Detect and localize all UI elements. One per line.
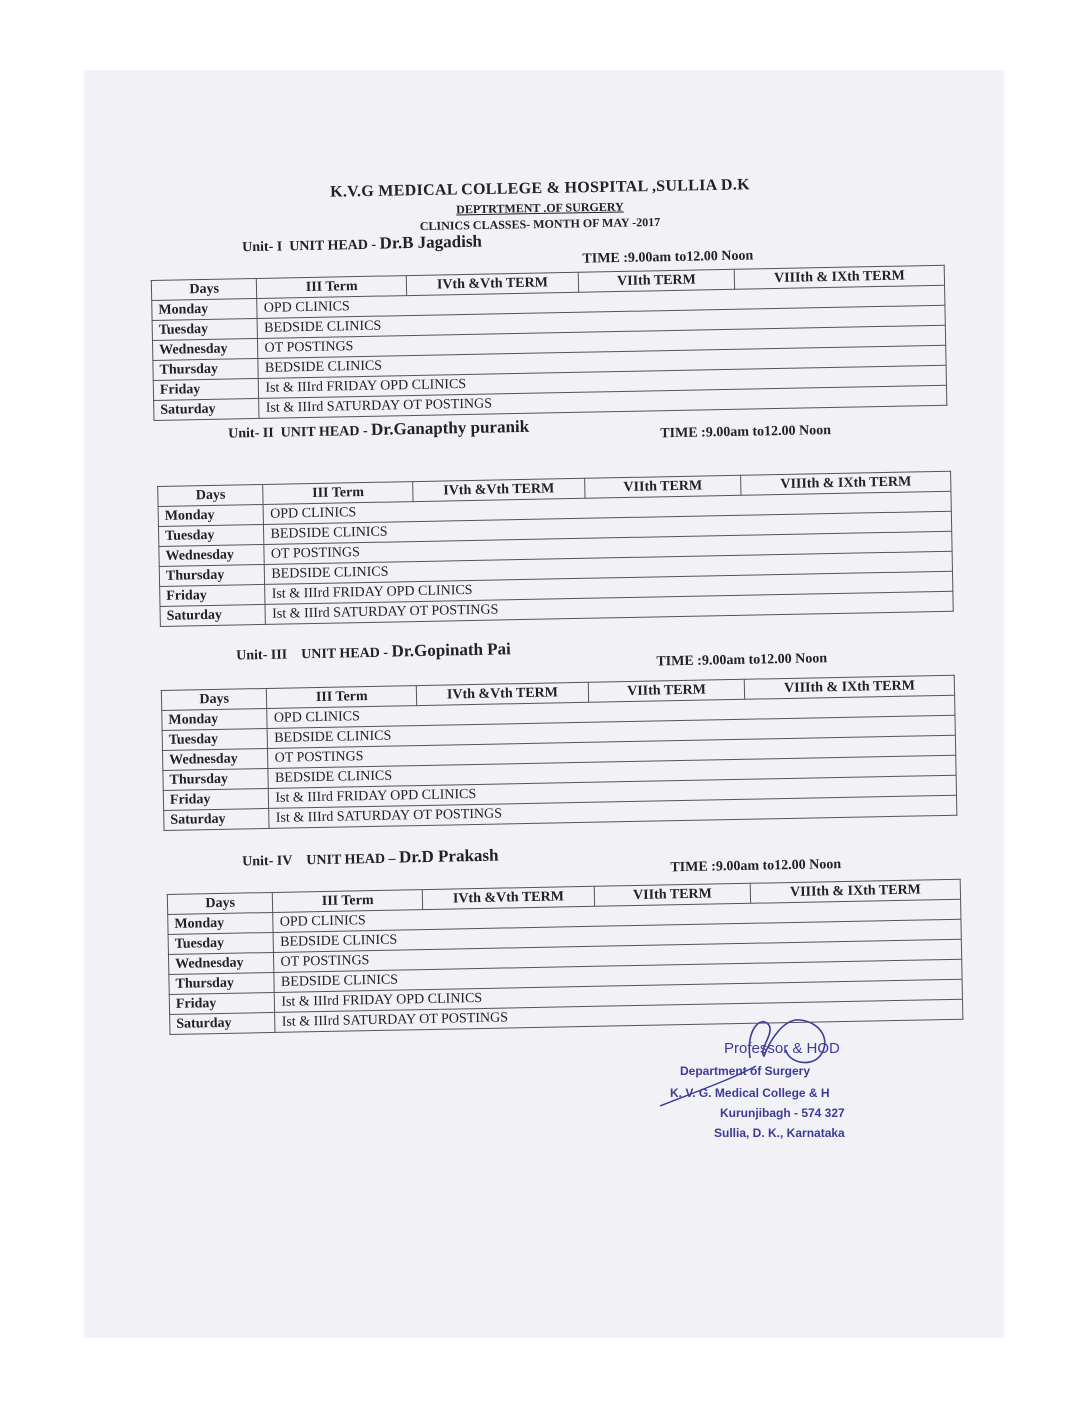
day-cell: Tuesday (158, 524, 264, 546)
day-cell: Friday (163, 788, 269, 810)
column-header: IVth &Vth TERM (406, 272, 578, 295)
hod-stamp (660, 1010, 900, 1150)
schedule-month: CLINICS CLASSES- MONTH OF MAY -2017 (419, 214, 661, 234)
day-cell: Monday (168, 912, 274, 934)
activity-cell: Ist & IIIrd SATURDAY OT POSTINGS (275, 999, 963, 1032)
column-header: IVth &Vth TERM (416, 682, 588, 705)
column-header: VIIth TERM (594, 883, 751, 906)
day-cell: Thursday (169, 972, 275, 994)
activity-cell: OT POSTINGS (274, 939, 962, 972)
unit-time: TIME :9.00am to12.00 Noon (582, 248, 754, 267)
column-header: VIIth TERM (588, 679, 745, 702)
unit-time: TIME :9.00am to12.00 Noon (656, 651, 828, 670)
column-header: III Term (263, 482, 413, 505)
stamp-college: K. V. G. Medical College & H (670, 1086, 830, 1100)
day-cell: Thursday (163, 768, 269, 790)
activity-cell: BEDSIDE CLINICS (274, 959, 962, 992)
column-header: VIIIth & IXth TERM (734, 265, 944, 289)
unit-label: Unit- II (228, 425, 274, 442)
day-cell: Monday (162, 708, 268, 730)
stamp-locality: Kurunjibagh - 574 327 (720, 1106, 845, 1120)
stamp-region: Sullia, D. K., Karnataka (714, 1126, 845, 1140)
schedule-table (151, 265, 948, 421)
unit-head-name: Dr.D Prakash (398, 845, 499, 867)
activity-cell: BEDSIDE CLINICS (268, 755, 956, 788)
activity-cell: BEDSIDE CLINICS (258, 305, 946, 338)
column-header: VIIth TERM (578, 269, 735, 292)
column-header: Days (151, 278, 257, 300)
activity-cell: OT POSTINGS (258, 325, 946, 358)
activity-cell: OT POSTINGS (264, 531, 952, 564)
day-cell: Saturday (170, 1012, 276, 1034)
column-header: IVth &Vth TERM (422, 886, 594, 909)
activity-cell: OPD CLINICS (273, 899, 961, 932)
activity-cell: BEDSIDE CLINICS (265, 551, 953, 584)
activity-cell: Ist & IIIrd SATURDAY OT POSTINGS (265, 591, 953, 624)
day-cell: Wednesday (168, 952, 274, 974)
day-cell: Saturday (164, 808, 270, 830)
column-header: Days (158, 484, 264, 506)
column-header: IVth &Vth TERM (413, 478, 585, 501)
schedule-table (161, 675, 958, 831)
activity-cell: Ist & IIIrd SATURDAY OT POSTINGS (269, 795, 957, 828)
activity-cell: Ist & IIIrd FRIDAY OPD CLINICS (265, 571, 953, 604)
unit-label: Unit- I (242, 239, 283, 256)
day-cell: Wednesday (159, 544, 265, 566)
activity-cell: OPD CLINICS (264, 491, 952, 524)
day-cell: Wednesday (163, 748, 269, 770)
column-header: III Term (267, 686, 417, 709)
unit-head-label: UNIT HEAD - (280, 423, 368, 441)
column-header: Days (161, 688, 267, 710)
day-cell: Saturday (154, 398, 260, 420)
day-cell: Friday (153, 378, 259, 400)
activity-cell: Ist & IIIrd FRIDAY OPD CLINICS (259, 365, 947, 398)
column-header: Days (167, 892, 273, 914)
activity-cell: BEDSIDE CLINICS (274, 919, 962, 952)
activity-cell: BEDSIDE CLINICS (258, 345, 946, 378)
stamp-title: Professor & HOD (724, 1040, 840, 1057)
day-cell: Friday (169, 992, 275, 1014)
college-name: K.V.G MEDICAL COLLEGE & HOSPITAL ,SULLIA D.K (329, 176, 751, 201)
unit-head-label: UNIT HEAD - (289, 237, 377, 255)
day-cell: Monday (152, 298, 258, 320)
activity-cell: Ist & IIIrd FRIDAY OPD CLINICS (275, 979, 963, 1012)
activity-cell: BEDSIDE CLINICS (264, 511, 952, 544)
activity-cell: BEDSIDE CLINICS (268, 715, 956, 748)
day-cell: Wednesday (152, 338, 258, 360)
day-cell: Saturday (160, 604, 266, 626)
unit-time: TIME :9.00am to12.00 Noon (670, 857, 842, 876)
day-cell: Monday (158, 504, 264, 526)
day-cell: Tuesday (152, 318, 258, 340)
column-header: VIIIth & IXth TERM (750, 879, 960, 903)
column-header: VIIth TERM (585, 475, 742, 498)
unit-label: Unit- III (236, 647, 288, 664)
activity-cell: OPD CLINICS (257, 285, 945, 318)
day-cell: Tuesday (162, 728, 268, 750)
activity-cell: OT POSTINGS (268, 735, 956, 768)
unit-head-label: UNIT HEAD - (301, 645, 389, 663)
day-cell: Friday (160, 584, 266, 606)
unit-head-name: Dr.Gopinath Pai (391, 639, 511, 661)
activity-cell: OPD CLINICS (267, 695, 955, 728)
day-cell: Thursday (153, 358, 259, 380)
stamp-department: Department of Surgery (680, 1064, 811, 1078)
column-header: VIIIth & IXth TERM (741, 471, 951, 495)
column-header: III Term (257, 276, 407, 299)
activity-cell: Ist & IIIrd FRIDAY OPD CLINICS (269, 775, 957, 808)
day-cell: Thursday (159, 564, 265, 586)
day-cell: Tuesday (168, 932, 274, 954)
department-name: DEPTRTMENT .OF SURGERY (456, 199, 624, 217)
unit-head-label: UNIT HEAD – (306, 851, 396, 869)
activity-cell: Ist & IIIrd SATURDAY OT POSTINGS (259, 385, 947, 418)
unit-label: Unit- IV (242, 853, 293, 870)
column-header: VIIIth & IXth TERM (744, 675, 954, 699)
column-header: III Term (273, 890, 423, 913)
unit-head-name: Dr.B Jagadish (379, 231, 483, 253)
schedule-table (157, 471, 954, 627)
unit-time: TIME :9.00am to12.00 Noon (660, 423, 832, 442)
unit-head-name: Dr.Ganapthy puranik (370, 416, 530, 439)
